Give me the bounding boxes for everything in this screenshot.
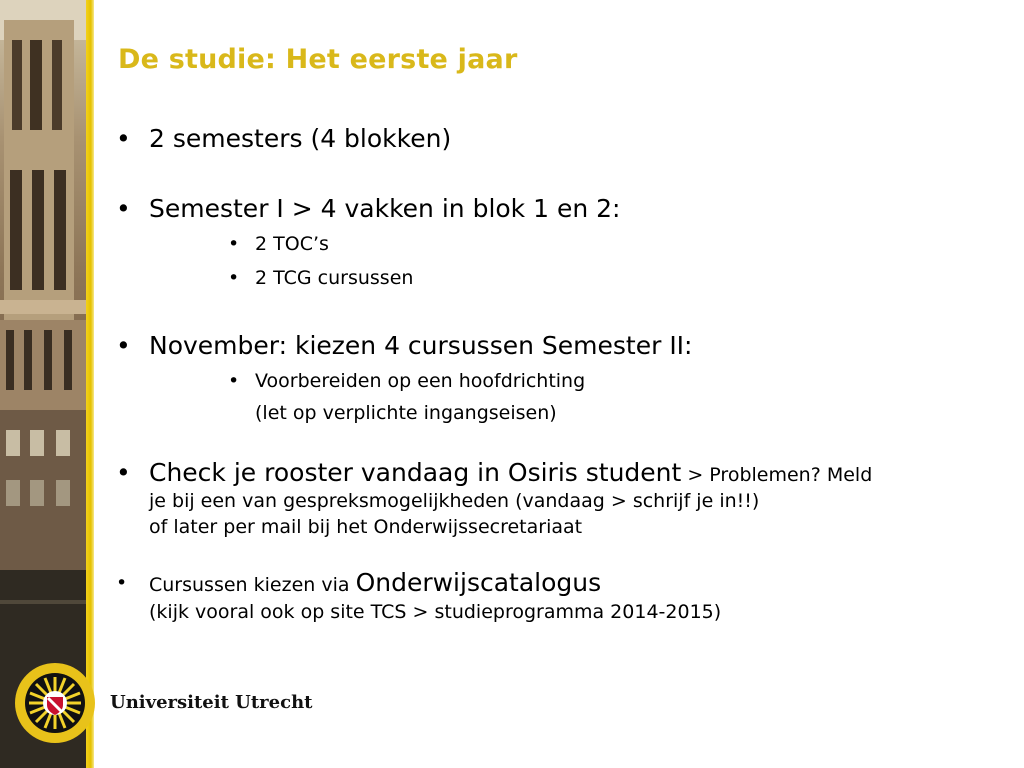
bullet-dot: •	[116, 572, 128, 594]
bullet-dot: •	[228, 370, 240, 392]
cathedral-tower-illustration	[0, 0, 86, 768]
bullet-dot: •	[116, 124, 131, 153]
slide-content	[94, 0, 1024, 768]
bullet-text: November: kiezen 4 cursussen Semester II:	[149, 331, 693, 360]
bullet-text	[149, 568, 601, 597]
yellow-divider	[86, 0, 94, 768]
bullet-text: 2 TOC’s	[255, 233, 329, 255]
bullet-dot: •	[116, 458, 131, 487]
bullet-osiris-line3: of later per mail bij het Onderwijssecretariaat	[149, 516, 583, 538]
bullet-dot: •	[228, 233, 240, 255]
bullet-text: 2 TCG cursussen	[255, 267, 414, 289]
university-wordmark: Universiteit Utrecht	[110, 692, 313, 713]
bullet-dot: •	[228, 267, 240, 289]
bullet-text: Voorbereiden op een hoofdrichting	[255, 370, 586, 392]
cursussen-kiezen-text: Cursussen kiezen via	[149, 574, 356, 596]
cathedral-photo-strip	[0, 0, 86, 768]
bullet-osiris-line2: je bij een van gespreksmogelijkheden (vandaag > schrijf je in!!)	[149, 490, 760, 512]
bullet-text: Semester I > 4 vakken in blok 1 en 2:	[149, 194, 621, 223]
bullet-catalogus-line2: (kijk vooral ook op site TCS > studieprogramma 2014-2015)	[149, 601, 722, 623]
onderwijscatalogus-text: Onderwijscatalogus	[355, 568, 602, 597]
slide-title: De studie: Het eerste jaar	[118, 44, 518, 75]
problemen-text: > Problemen? Meld	[681, 464, 873, 486]
sub-bullet-continuation: (let op verplichte ingangseisen)	[255, 402, 557, 424]
osiris-link-text: Check je rooster vandaag in Osiris student	[149, 458, 682, 487]
bullet-dot: •	[116, 194, 131, 223]
bullet-dot: •	[116, 331, 131, 360]
university-seal-icon	[14, 662, 96, 744]
bullet-text	[149, 458, 872, 487]
bullet-text: 2 semesters (4 blokken)	[149, 124, 452, 153]
